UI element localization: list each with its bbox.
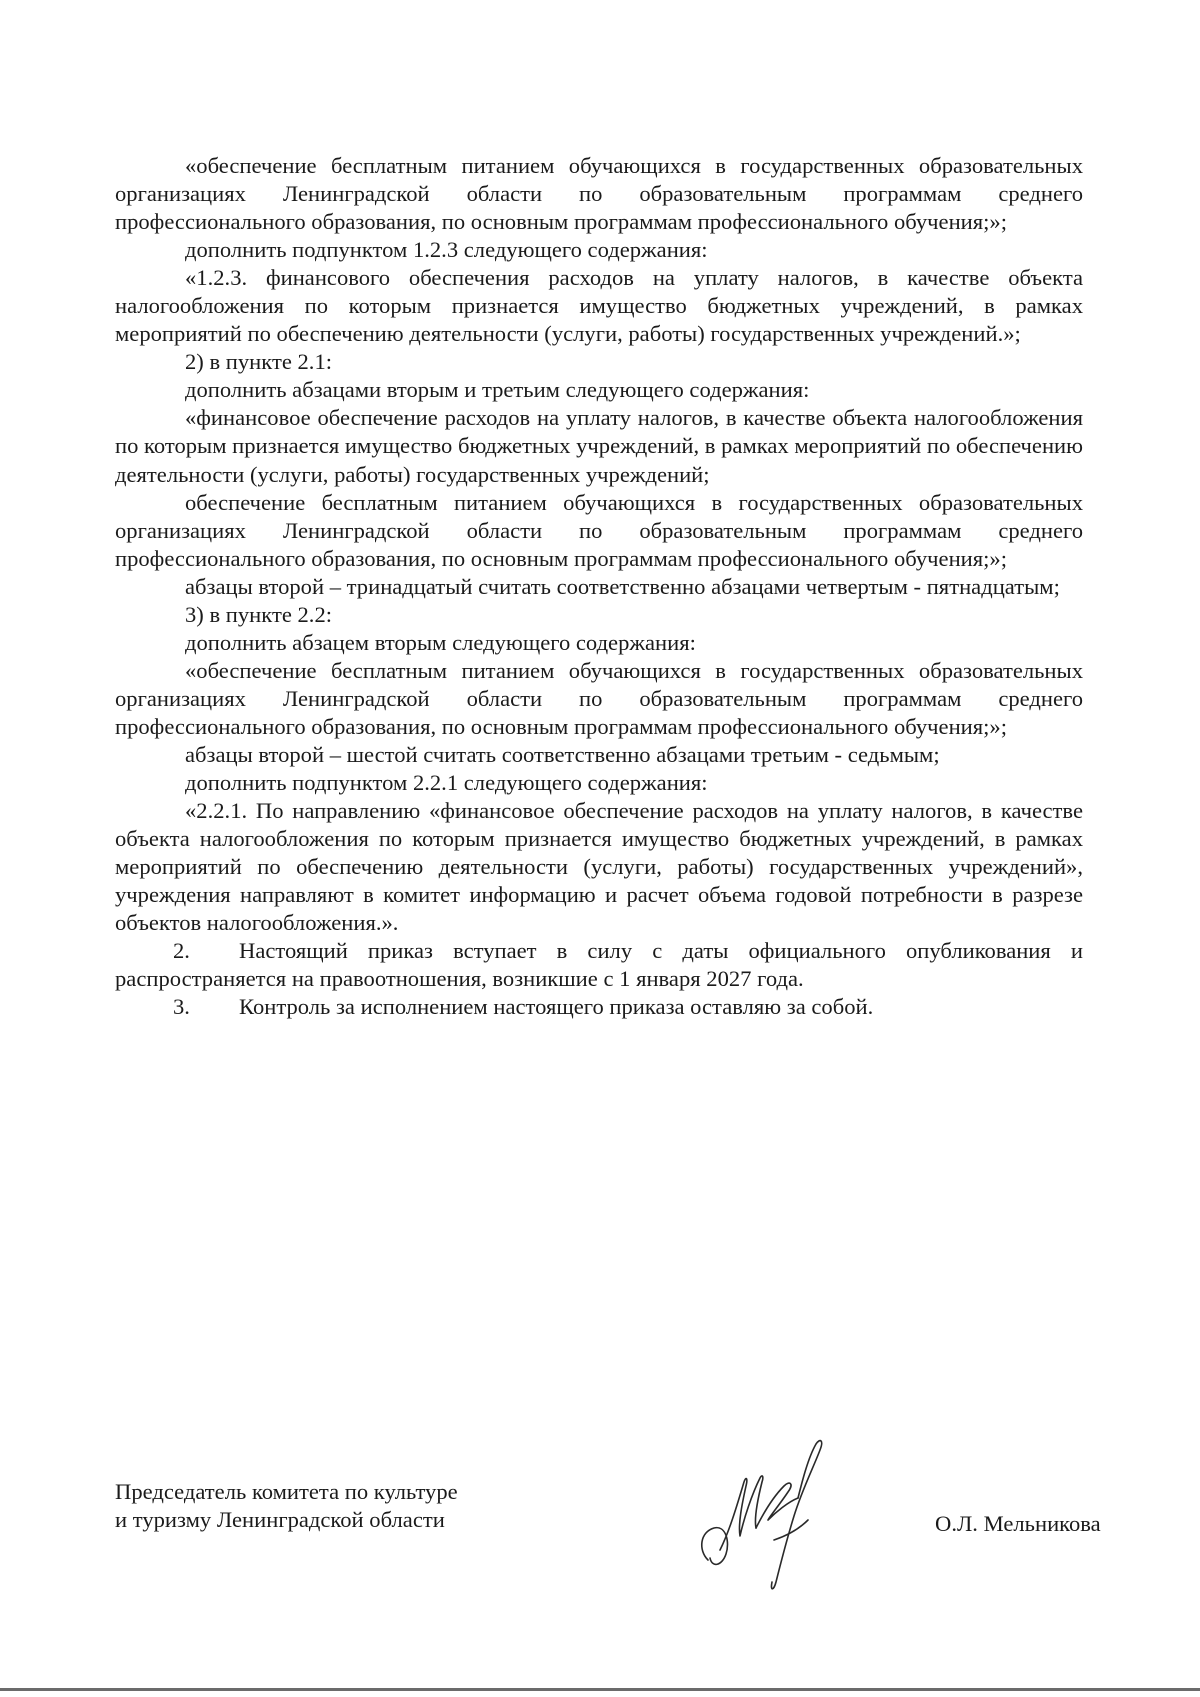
numbered-item-3 bbox=[115, 993, 1083, 1021]
paragraph-13: дополнить подпунктом 2.2.1 следующего содержания: bbox=[185, 770, 708, 796]
item-number: 3. bbox=[173, 994, 190, 1020]
paragraph-12: абзацы второй – шестой считать соответственно абзацами третьим - седьмым; bbox=[185, 741, 940, 767]
paragraph-9: 3) в пункте 2.2: bbox=[185, 601, 333, 627]
document-body bbox=[115, 152, 1083, 1021]
signer-position-line-1: Председатель комитета по культуре bbox=[115, 1479, 458, 1504]
paragraph-7: обеспечение бесплатным питанием обучающихся в государственных образовательных организациях Ленинградской области по образовательным программам среднего профессионального образования, по основным программам профессионального обучения;»; bbox=[115, 489, 1083, 571]
page-bottom-border bbox=[0, 1688, 1200, 1691]
item-text: Контроль за исполнением настоящего приказа оставляю за собой. bbox=[239, 994, 874, 1020]
signer-position bbox=[115, 1478, 458, 1534]
item-text: Настоящий приказ вступает в силу с даты официального опубликования и распространяется на правоотношения, возникшие с 1 января 2027 года. bbox=[115, 938, 1083, 992]
paragraph-1: «обеспечение бесплатным питанием обучающихся в государственных образовательных организациях Ленинградской области по образовательным программам среднего профессионального образования, по основным программам профессионального обучения;»; bbox=[115, 153, 1083, 235]
paragraph-3: «1.2.3. финансового обеспечения расходов на уплату налогов, в качестве объекта налогообложения по которым признается имущество бюджетных учреждений, в рамках мероприятий по обеспечению деятельности (услуги, работы) государственных учреждений.»; bbox=[115, 265, 1083, 347]
paragraph-2: дополнить подпунктом 1.2.3 следующего содержания: bbox=[185, 237, 708, 263]
paragraph-14: «2.2.1. По направлению «финансовое обеспечение расходов на уплату налогов, в качестве объекта налогообложения по которым признается имущество бюджетных учреждений, в рамках мероприятий по обеспечению деятельности (услуги, работы) государственных учреждений», учреждения направляют в комитет информацию и расчет объема годовой потребности в разрезе объектов налогообложения.». bbox=[115, 798, 1083, 936]
paragraph-10: дополнить абзацем вторым следующего содержания: bbox=[185, 629, 696, 655]
paragraph-6: «финансовое обеспечение расходов на уплату налогов, в качестве объекта налогообложения по которым признается имущество бюджетных учреждений, в рамках мероприятий по обеспечению деятельности (услуги, работы) государственных учреждений; bbox=[115, 405, 1084, 487]
paragraph-11: «обеспечение бесплатным питанием обучающихся в государственных образовательных организациях Ленинградской области по образовательным программам среднего профессионального образования, по основным программам профессионального обучения;»; bbox=[115, 657, 1083, 739]
paragraph-4: 2) в пункте 2.1: bbox=[185, 349, 333, 375]
numbered-item-2 bbox=[115, 937, 1083, 993]
handwritten-signature-icon bbox=[690, 1420, 860, 1600]
signer-name: О.Л. Мельникова bbox=[935, 1511, 1101, 1536]
paragraph-5: дополнить абзацами вторым и третьим следующего содержания: bbox=[185, 377, 810, 403]
item-number: 2. bbox=[173, 938, 190, 964]
signer-position-line-2: и туризму Ленинградской области bbox=[115, 1507, 445, 1532]
paragraph-8: абзацы второй – тринадцатый считать соответственно абзацами четвертым - пятнадцатым; bbox=[185, 573, 1060, 599]
